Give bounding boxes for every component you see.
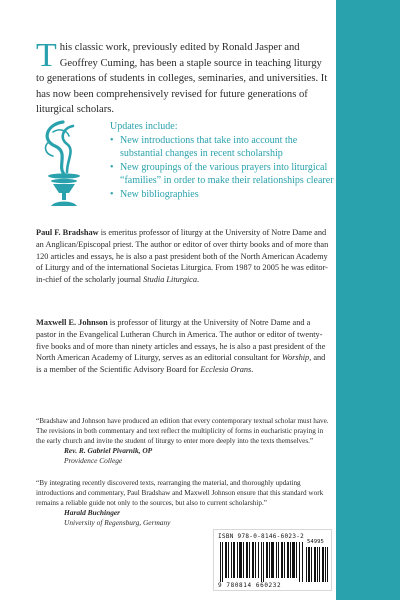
updates-list [110, 134, 336, 201]
ean-digits: 9 780814 660232 [218, 582, 282, 589]
price-code: 54995 [307, 539, 324, 545]
update-item: • New bibliographies [110, 188, 336, 201]
intro-text: his classic work, previously edited by Ronald Jasper and Geoffrey Cuming, has been a staple source in teaching liturgy to generations of students in colleges, seminaries, and universities. It has now been comprehensively revised for future generations of liturgical scholars. [36, 42, 328, 115]
bio-name: Maxwell E. Johnson [36, 318, 108, 327]
updates-section [110, 120, 336, 202]
quote-affiliation: Providence College [64, 456, 123, 465]
drop-cap: T [36, 37, 57, 74]
teal-side-band [336, 0, 400, 600]
quote-text: “Bradshaw and Johnson have produced an edition that every contemporary textual scholar must have. The revisions in both commentary and text reflect the multiplicity of forms in eucharistic praying in the early church and invite the student of liturgy to enter more deeply into the texts themselves.” [36, 417, 329, 445]
endorsement-quote [36, 478, 332, 528]
bio-text: is professor of liturgy at the University of Notre Dame and a pastor in the Evangelical Lutheran Church in America. The author or editor of twenty-five books and of more than ninety articles and essays, he is also a past president of the North American Academy of Liturgy, serves as an editorial consultant for [36, 318, 326, 363]
quote-author: Harald Buchinger [64, 508, 121, 517]
bio-text: is emeritus professor of liturgy at the University of Notre Dame and an Anglican/Episcopal priest. The author or editor of over thirty books and of more than 120 articles and essays, he is also a past president both of the North American Academy of Liturgy and of the international Societas Liturgica. From 1987 to 2005 he was editor-in-chief of the scholarly journal [36, 228, 329, 285]
updates-title: Updates include: [110, 121, 178, 132]
bradshaw-bio [36, 227, 332, 286]
endorsement-quote [36, 416, 332, 466]
johnson-bio [36, 317, 332, 376]
bio-text-end: . [197, 275, 200, 285]
chalice-emblem-icon [33, 118, 95, 210]
isbn-text: ISBN 978-0-8146-6023-2 [218, 533, 305, 540]
journal-title: Worship [281, 353, 310, 363]
journal-title: Ecclesia Orans [200, 365, 252, 375]
update-item: • New groupings of the various prayers into liturgical “families” in order to make their relationships clearer [110, 161, 336, 187]
price-barcode-icon [306, 547, 328, 582]
bio-text-mid: , and is a member of the Scientific Advisory Board for [36, 353, 326, 375]
bio-text-end: . [251, 365, 254, 375]
quote-author: Rev. R. Gabriel Pivarnik, OP [64, 446, 153, 455]
quote-affiliation: University of Regensburg, Germany [64, 518, 171, 527]
bio-name: Paul F. Bradshaw [36, 228, 99, 237]
journal-title: Studia Liturgica [143, 275, 197, 285]
barcode-bars-icon [220, 542, 304, 582]
quote-text: “By integrating recently discovered texts, rearranging the material, and thoroughly updating introductions and commentary, Paul Bradshaw and Maxwell Johnson ensure that this standard work remains a reliable guide not only to the sources, but also to current scholarship.” [36, 479, 324, 507]
update-item: • New introductions that take into account the substantial changes in recent scholarship [110, 134, 336, 160]
intro-paragraph [36, 37, 332, 118]
barcode [213, 529, 332, 591]
